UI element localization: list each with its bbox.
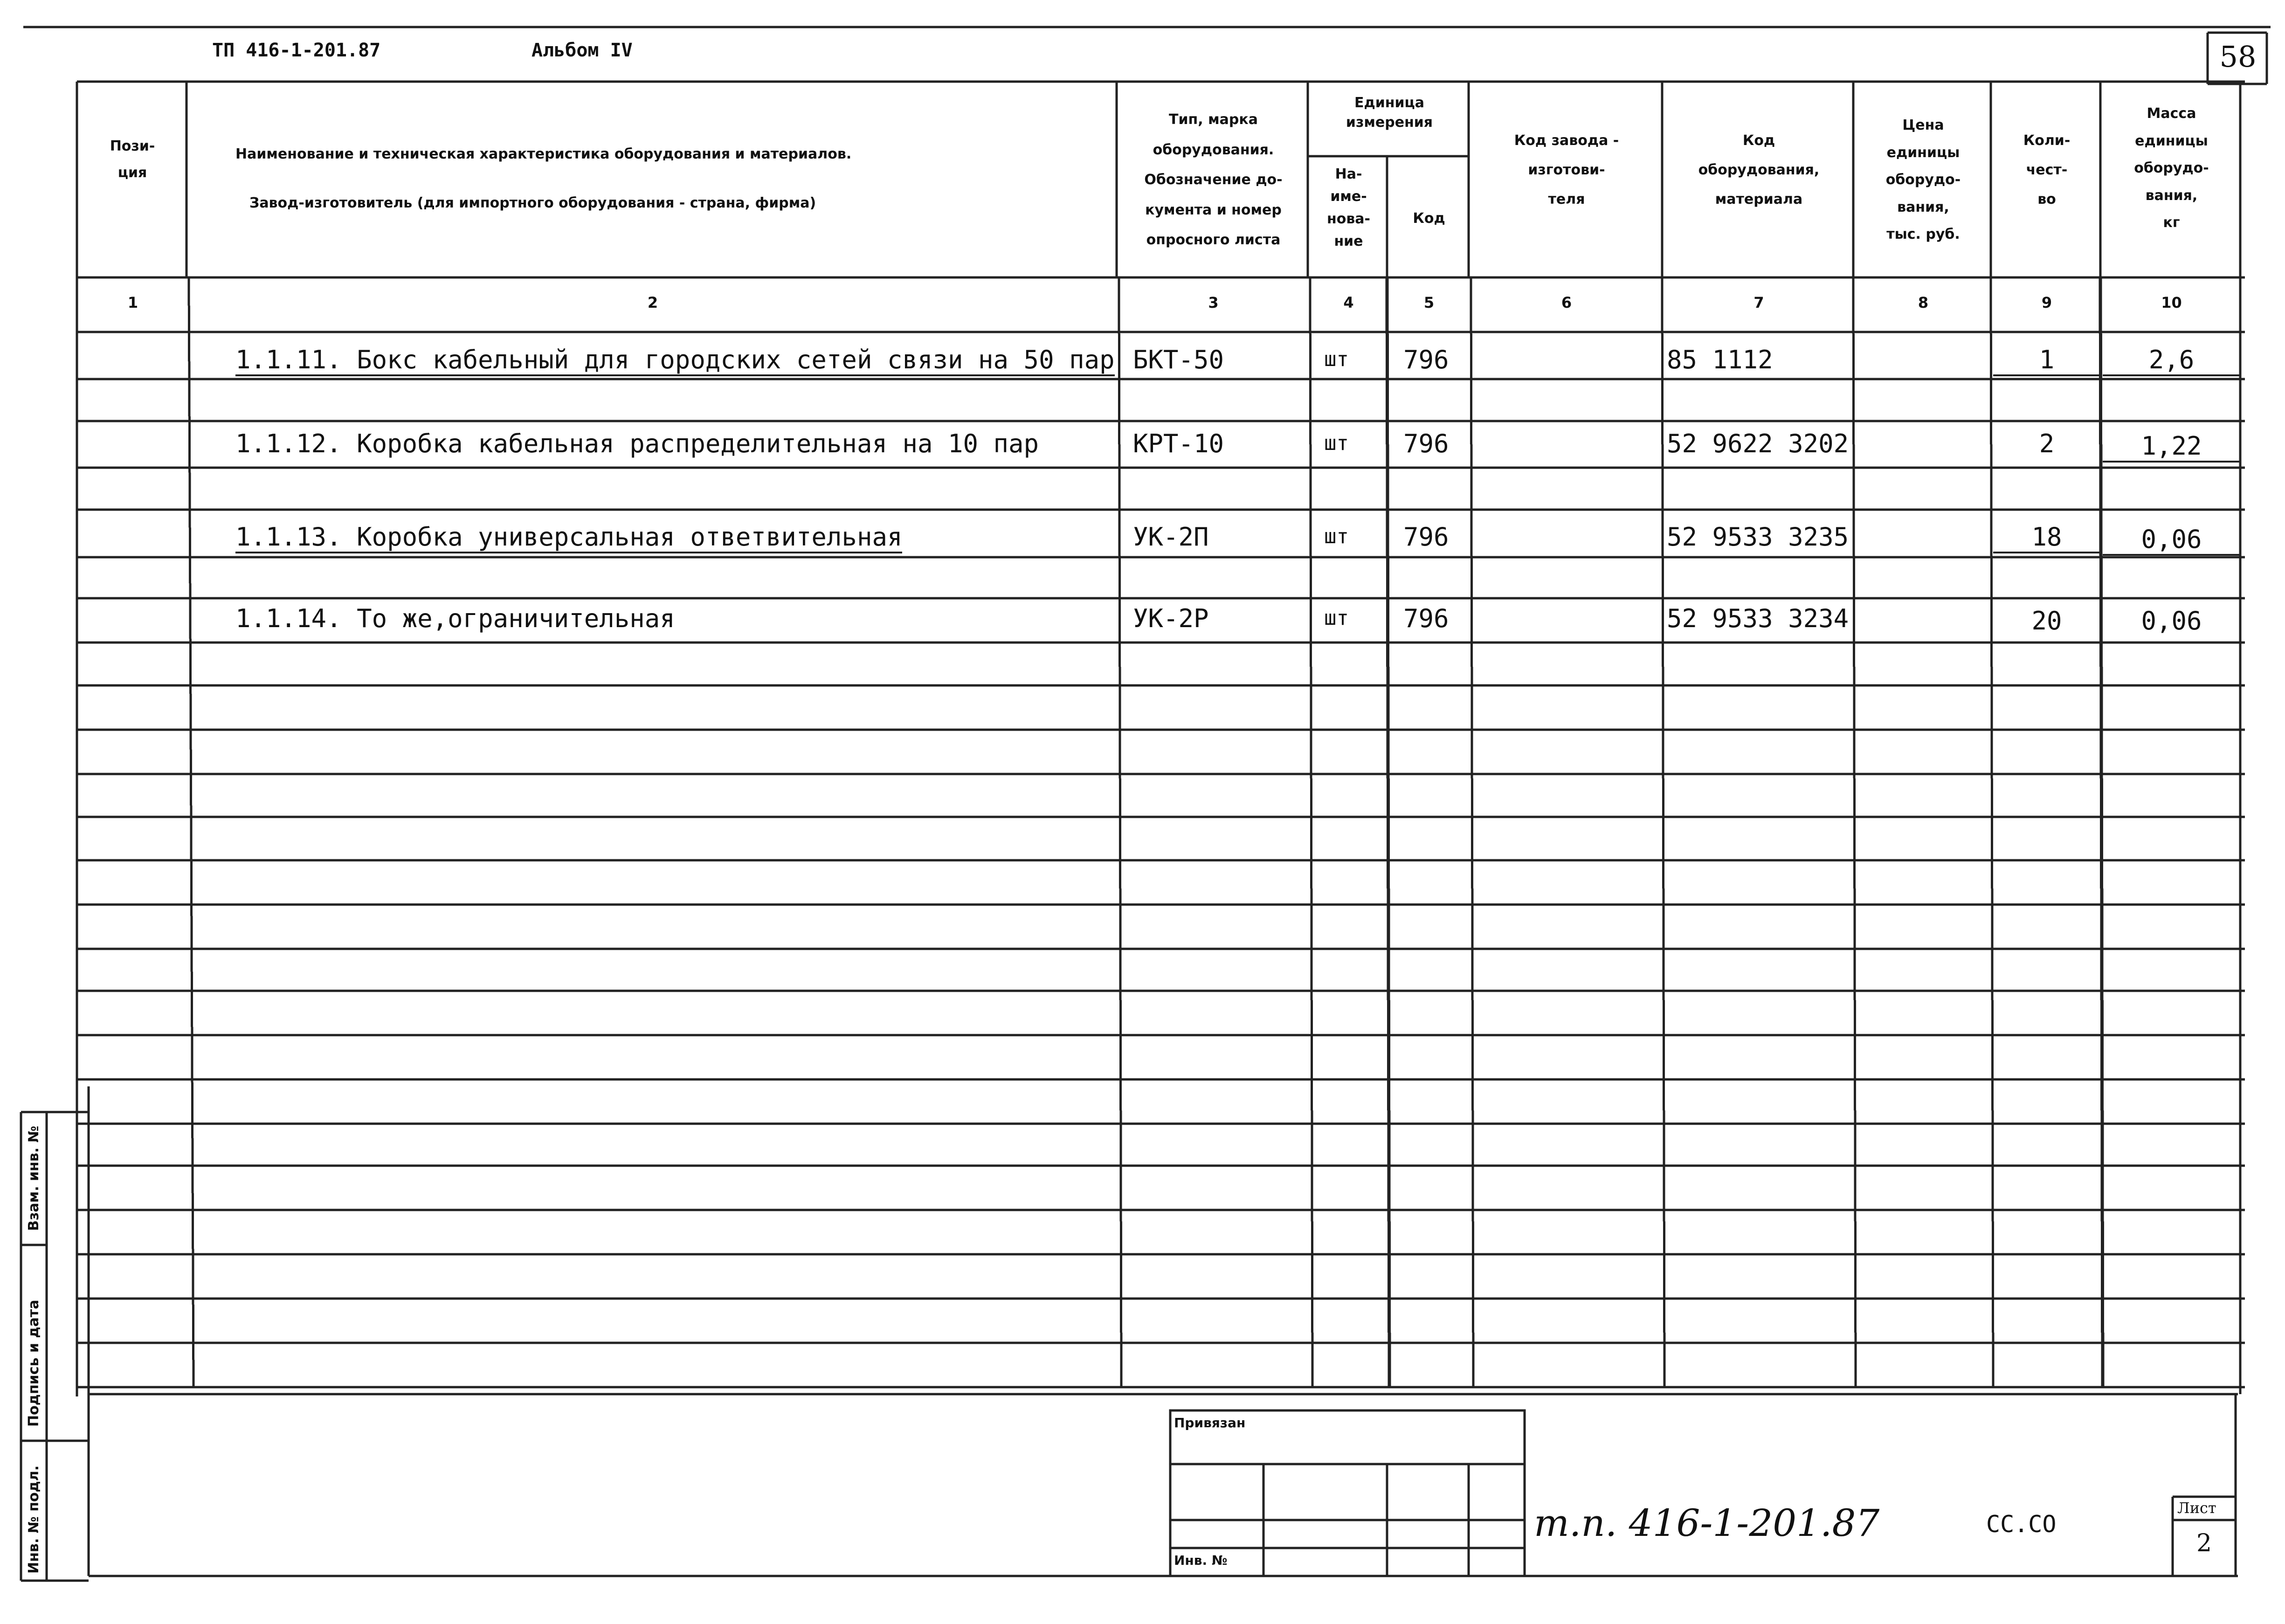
sheet-number: 2 [2196,1529,2212,1557]
column-number: 10 [2161,294,2182,311]
header-unit-line: измерения [1346,114,1433,131]
column-number: 3 [1208,294,1219,311]
header-unit-code [1389,205,1469,232]
header-factory-code-line: Код завода - [1514,132,1619,149]
row-item-unit: шт [1324,606,1349,630]
column-number: 9 [2041,294,2052,311]
row-item-quantity: 2 [2039,429,2055,458]
row-item-mass: 0,06 [2103,525,2240,556]
row-item-code: 796 [1403,429,1449,458]
row-item-name: 1.1.14. То же,ограничительная [235,604,675,633]
album-label: Альбом IV [532,40,633,61]
row-item-mass: 1,22 [2103,431,2240,463]
header-mass [2103,100,2240,237]
column-number: 7 [1753,294,1764,311]
header-material-code-line: оборудования, [1698,162,1820,178]
header-name-line: Завод-изготовитель (для импортного оборудования - страна, фирма) [249,195,816,211]
row-item-material-code: 52 9622 3202 [1667,429,1849,458]
header-price-line: оборудо- [1885,172,1961,188]
header-unit-name-line: име- [1330,188,1367,205]
header-unit-code-line: Код [1413,210,1445,227]
header-unit-name-line: На- [1335,166,1362,182]
header-unit-group [1310,93,1469,132]
header-name [235,130,851,228]
row-item-quantity: 1 [1993,345,2100,376]
header-mass-line: единицы [2135,132,2208,149]
header-factory-code-line: изготови- [1528,162,1605,178]
column-number: 5 [1423,294,1435,311]
header-mass-line: Масса [2147,105,2196,122]
header-type-line: оборудования. [1153,141,1274,158]
header-name-line: Наименование и техническая характеристика оборудования и материалов. [235,146,852,162]
row-item-unit: шт [1324,347,1349,371]
row-item-quantity: 20 [2031,606,2062,636]
row-item-name: 1.1.11. Бокс кабельный для городских сетей связи на 50 пар [235,345,1115,376]
header-mass-line: оборудо- [2134,160,2209,176]
row-item-code: 796 [1403,522,1449,552]
page-number: 58 [2219,40,2257,74]
column-number: 1 [127,294,138,311]
header-price-line: вания, [1897,199,1949,215]
row-item-type: БКТ-50 [1133,345,1224,374]
row-item-name: 1.1.13. Коробка универсальная ответвительная [235,522,902,553]
inventory-label: Инв. № [1174,1553,1228,1568]
header-type [1119,105,1308,256]
row-item-quantity: 18 [1993,522,2100,553]
sheet-label: Лист [2177,1499,2216,1517]
row-item-type: КРТ-10 [1133,429,1224,458]
side-stamp-signature: Подпись и дата [26,1299,42,1427]
row-item-unit: шт [1324,525,1349,548]
header-material-code-line: Код [1742,132,1775,149]
side-stamp-original-inventory: Инв. № подл. [26,1465,42,1574]
header-position [79,133,186,186]
handwritten-code: т.п. 416-1-201.87 [1534,1501,1880,1545]
column-number: 8 [1918,294,1929,311]
header-factory-code [1471,126,1662,214]
column-number: 2 [647,294,658,311]
header-position-line: Пози- [110,138,155,154]
header-unit-line: Единица [1354,95,1424,111]
header-quantity-line: чест- [2026,162,2068,178]
row-item-mass: 0,06 [2141,606,2202,636]
header-type-line: Тип, марка [1169,111,1258,128]
header-quantity-line: Коли- [2023,132,2071,149]
header-unit-name [1310,163,1387,253]
row-item-type: УК-2Р [1133,604,1209,633]
header-price-line: единицы [1886,144,1960,161]
side-stamp-replacement: Взам. инв. № [26,1126,42,1231]
row-item-unit: шт [1324,431,1349,455]
header-price-line: тыс. руб. [1886,226,1960,242]
header-unit-name-line: ние [1334,233,1363,249]
sheet-code: СС.СО [1986,1511,2057,1538]
privyazan-label: Привязан [1174,1415,1246,1431]
header-mass-line: вания, [2145,187,2198,204]
header-quantity [1993,126,2100,214]
header-type-line: кумента и номер [1145,201,1282,218]
row-item-material-code: 85 1112 [1667,345,1773,374]
row-item-code: 796 [1403,604,1449,633]
header-type-line: Обозначение до- [1144,172,1283,188]
header-unit-name-line: нова- [1326,211,1371,227]
row-item-mass: 2,6 [2103,345,2240,376]
column-number: 6 [1561,294,1572,311]
header-mass-line: кг [2163,214,2180,231]
row-item-material-code: 52 9533 3234 [1667,604,1849,633]
header-quantity-line: во [2037,191,2056,207]
row-item-material-code: 52 9533 3235 [1667,522,1849,552]
header-factory-code-line: теля [1548,191,1585,207]
column-number: 4 [1343,294,1354,311]
header-price [1856,112,1991,249]
row-item-type: УК-2П [1133,522,1209,552]
header-material-code-line: материала [1715,191,1803,207]
header-position-line: ция [117,165,147,181]
row-item-name: 1.1.12. Коробка кабельная распределительная на 10 пар [235,429,1039,458]
header-price-line: Цена [1902,117,1944,133]
row-item-code: 796 [1403,345,1449,374]
header-material-code [1664,126,1853,214]
doc-code: ТП 416-1-201.87 [212,40,381,61]
header-type-line: опросного листа [1146,232,1281,248]
